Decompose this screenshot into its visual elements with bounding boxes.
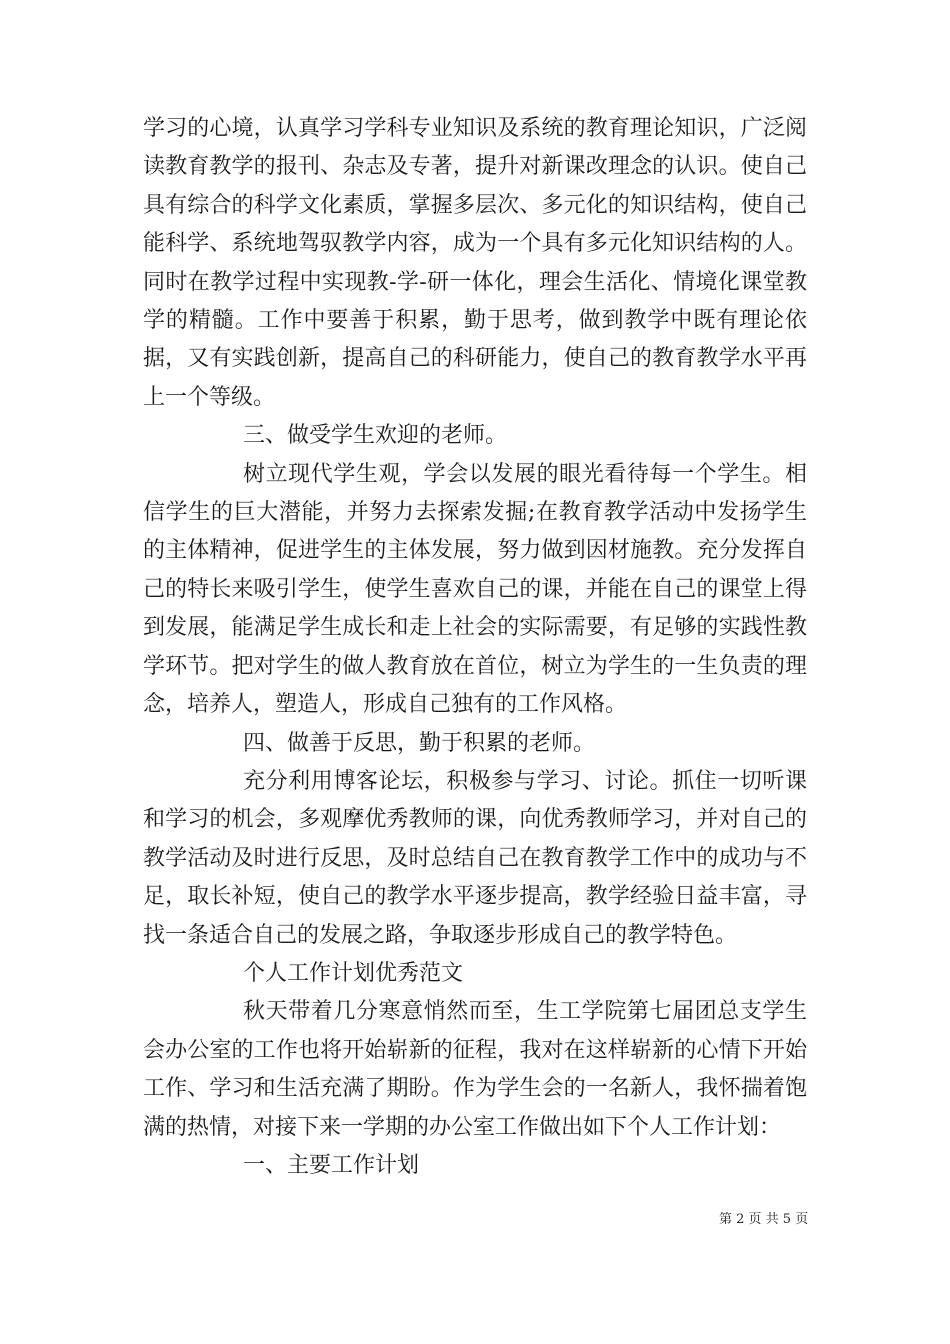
paragraph-autumn-intro: 秋天带着几分寒意悄然而至，生工学院第七届团总支学生会办公室的工作也将开始崭新的征程，我对在这样崭新的心情下开始工作、学习和生活充满了期盼。作为学生会的一名新人，我怀揣着饱满的热情，对接下来一学期的办公室工作做出如下个人工作计划： (143, 999, 807, 1140)
paragraph-student-view: 树立现代学生观，学会以发展的眼光看待每一个学生。相信学生的巨大潜能，并努力去探索发掘;在教育教学活动中发扬学生的主体精神，促进学生的主体发展，努力做到因材施教。充分发挥自己的特长来吸引学生，使学生喜欢自己的课，并能在自己的课堂上得到发展，能满足学生成长和走上社会的实际需要，有足够的实践性教学环节。把对学生的做人教育放在首位，树立为学生的一生负责的理念，培养人，塑造人，形成自己独有的工作风格。 (143, 461, 807, 718)
section-heading-three: 三、做受学生欢迎的老师。 (243, 423, 508, 449)
page-number-footer: 第 2 页 共 5 页 (719, 1212, 809, 1227)
paragraph-reflection: 充分利用博客论坛，积极参与学习、讨论。抓住一切听课和学习的机会，多观摩优秀教师的课，向优秀教师学习，并对自己的教学活动及时进行反思，及时总结自己在教育教学工作中的成功与不足，取长补短，使自己的教学水平逐步提高，教学经验日益丰富，寻找一条适合自己的发展之路，争取逐步形成自己的教学特色。 (143, 768, 807, 948)
section-heading-four: 四、做善于反思，勤于积累的老师。 (243, 730, 596, 756)
section-heading-one: 一、主要工作计划 (243, 1152, 420, 1178)
document-body (143, 110, 807, 1185)
article-title: 个人工作计划优秀范文 (243, 960, 464, 986)
paragraph-continued: 学习的心境，认真学习学科专业知识及系统的教育理论知识，广泛阅读教育教学的报刊、杂志及专著，提升对新课改理念的认识。使自己具有综合的科学文化素质，掌握多层次、多元化的知识结构，使自己能科学、系统地驾驭教学内容，成为一个具有多元化知识结构的人。同时在教学过程中实现教-学-研一体化，理会生活化、情境化课堂教学的精髓。工作中要善于积累，勤于思考，做到教学中既有理论依据，又有实践创新，提高自己的科研能力，使自己的教育教学水平再上一个等级。 (143, 116, 807, 410)
